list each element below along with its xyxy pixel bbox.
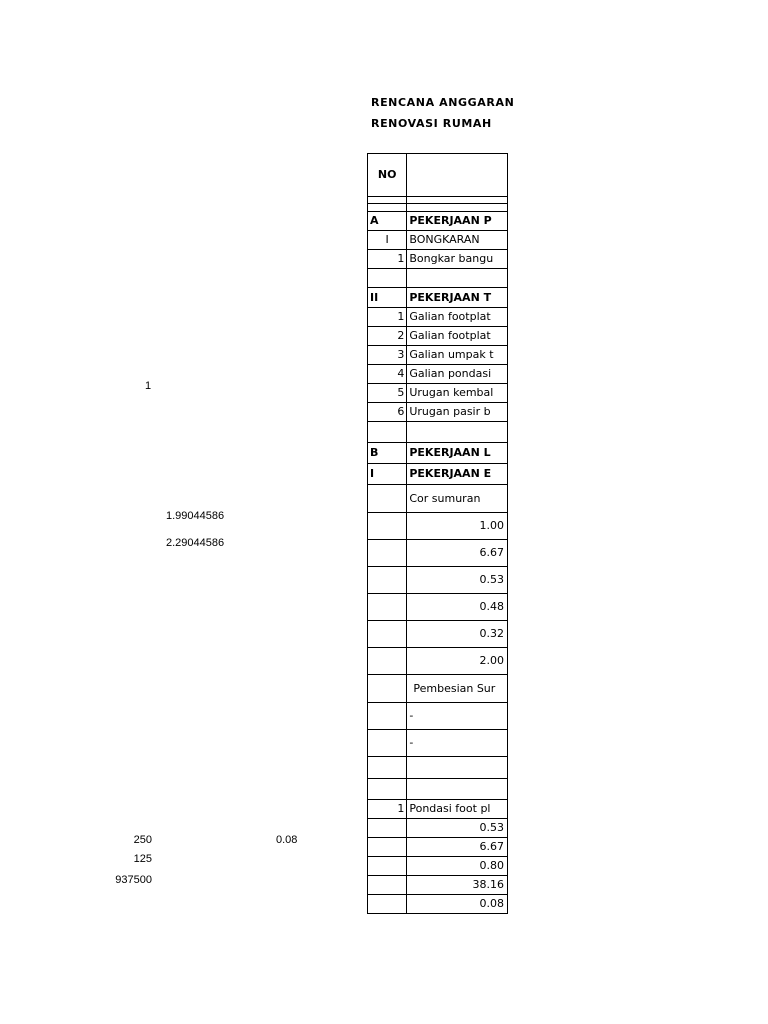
table-row [368,675,508,703]
row-value: 0.53 [407,567,508,594]
table-row [368,443,508,464]
side-value-2: 1.99044586 [166,510,225,522]
table-row [368,365,508,384]
table-row [368,403,508,422]
table-row [368,308,508,327]
row-no: 2 [368,327,407,346]
table-row [368,288,508,308]
row-desc: Pembesian Sur [407,675,508,703]
row-desc: Cor sumuran [407,485,508,513]
table-row [368,594,508,621]
row-desc: PEKERJAAN L [407,443,508,464]
row-no: 4 [368,365,407,384]
row-value: 38.16 [407,876,508,895]
row-desc: Pondasi foot pl [407,800,508,819]
table-row [368,703,508,730]
table-row [368,895,508,914]
table-row [368,876,508,895]
row-desc: Galian footplat [407,308,508,327]
row-value: 0.32 [407,621,508,648]
row-no: II [368,288,407,308]
side-value-7: 937500 [115,874,152,886]
row-value: 0.48 [407,594,508,621]
table-row [368,621,508,648]
table-row [368,464,508,485]
table-row [368,819,508,838]
table-row [368,513,508,540]
row-value: 0.53 [407,819,508,838]
side-value-1: 1 [145,380,152,392]
table-row [368,212,508,231]
row-value: 0.80 [407,857,508,876]
row-desc: PEKERJAAN T [407,288,508,308]
table-row [368,838,508,857]
row-value: 2.00 [407,648,508,675]
table-row [368,384,508,403]
row-no: B [368,443,407,464]
row-desc: PEKERJAAN E [407,464,508,485]
table-row [368,327,508,346]
side-value-3: 2.29044586 [166,537,225,549]
table-row [368,250,508,269]
row-value: 0.08 [407,895,508,914]
row-desc: BONGKARAN [407,231,508,250]
table-row [368,800,508,819]
row-no: I [368,464,407,485]
header-no: NO [368,154,407,197]
table-row [368,540,508,567]
row-desc: Bongkar bangu [407,250,508,269]
table-header-row [368,154,508,197]
row-no: 3 [368,346,407,365]
budget-table-viewport [367,153,508,914]
row-desc: Urugan kembal [407,384,508,403]
budget-table [367,153,508,914]
header-desc [407,154,508,197]
row-no: 1 [368,250,407,269]
row-no: 6 [368,403,407,422]
table-row-spacer [368,197,508,204]
side-value-4: 250 [133,834,152,846]
row-desc: Urugan pasir b [407,403,508,422]
row-value: 1.00 [407,513,508,540]
row-no: I [368,231,407,250]
table-row [368,231,508,250]
table-row [368,485,508,513]
side-value-6: 125 [133,853,152,865]
row-desc: Galian pondasi [407,365,508,384]
table-row-empty [368,779,508,800]
row-desc: Galian umpak t [407,346,508,365]
row-no: A [368,212,407,231]
table-row-empty [368,757,508,779]
row-value: 6.67 [407,838,508,857]
row-no: 5 [368,384,407,403]
table-row [368,648,508,675]
document-subtitle: RENOVASI RUMAH [371,117,492,130]
table-row [368,730,508,757]
document-title: RENCANA ANGGARAN [371,96,515,109]
row-value: 6.67 [407,540,508,567]
row-desc: Galian footplat [407,327,508,346]
row-desc: PEKERJAAN P [407,212,508,231]
side-value-5: 0.08 [276,834,298,846]
table-row [368,346,508,365]
table-row-empty [368,422,508,443]
table-row-empty [368,269,508,288]
table-row [368,857,508,876]
row-dash: - [407,703,508,730]
table-row-spacer [368,204,508,212]
table-row [368,567,508,594]
row-no: 1 [368,308,407,327]
row-dash: - [407,730,508,757]
row-no: 1 [368,800,407,819]
